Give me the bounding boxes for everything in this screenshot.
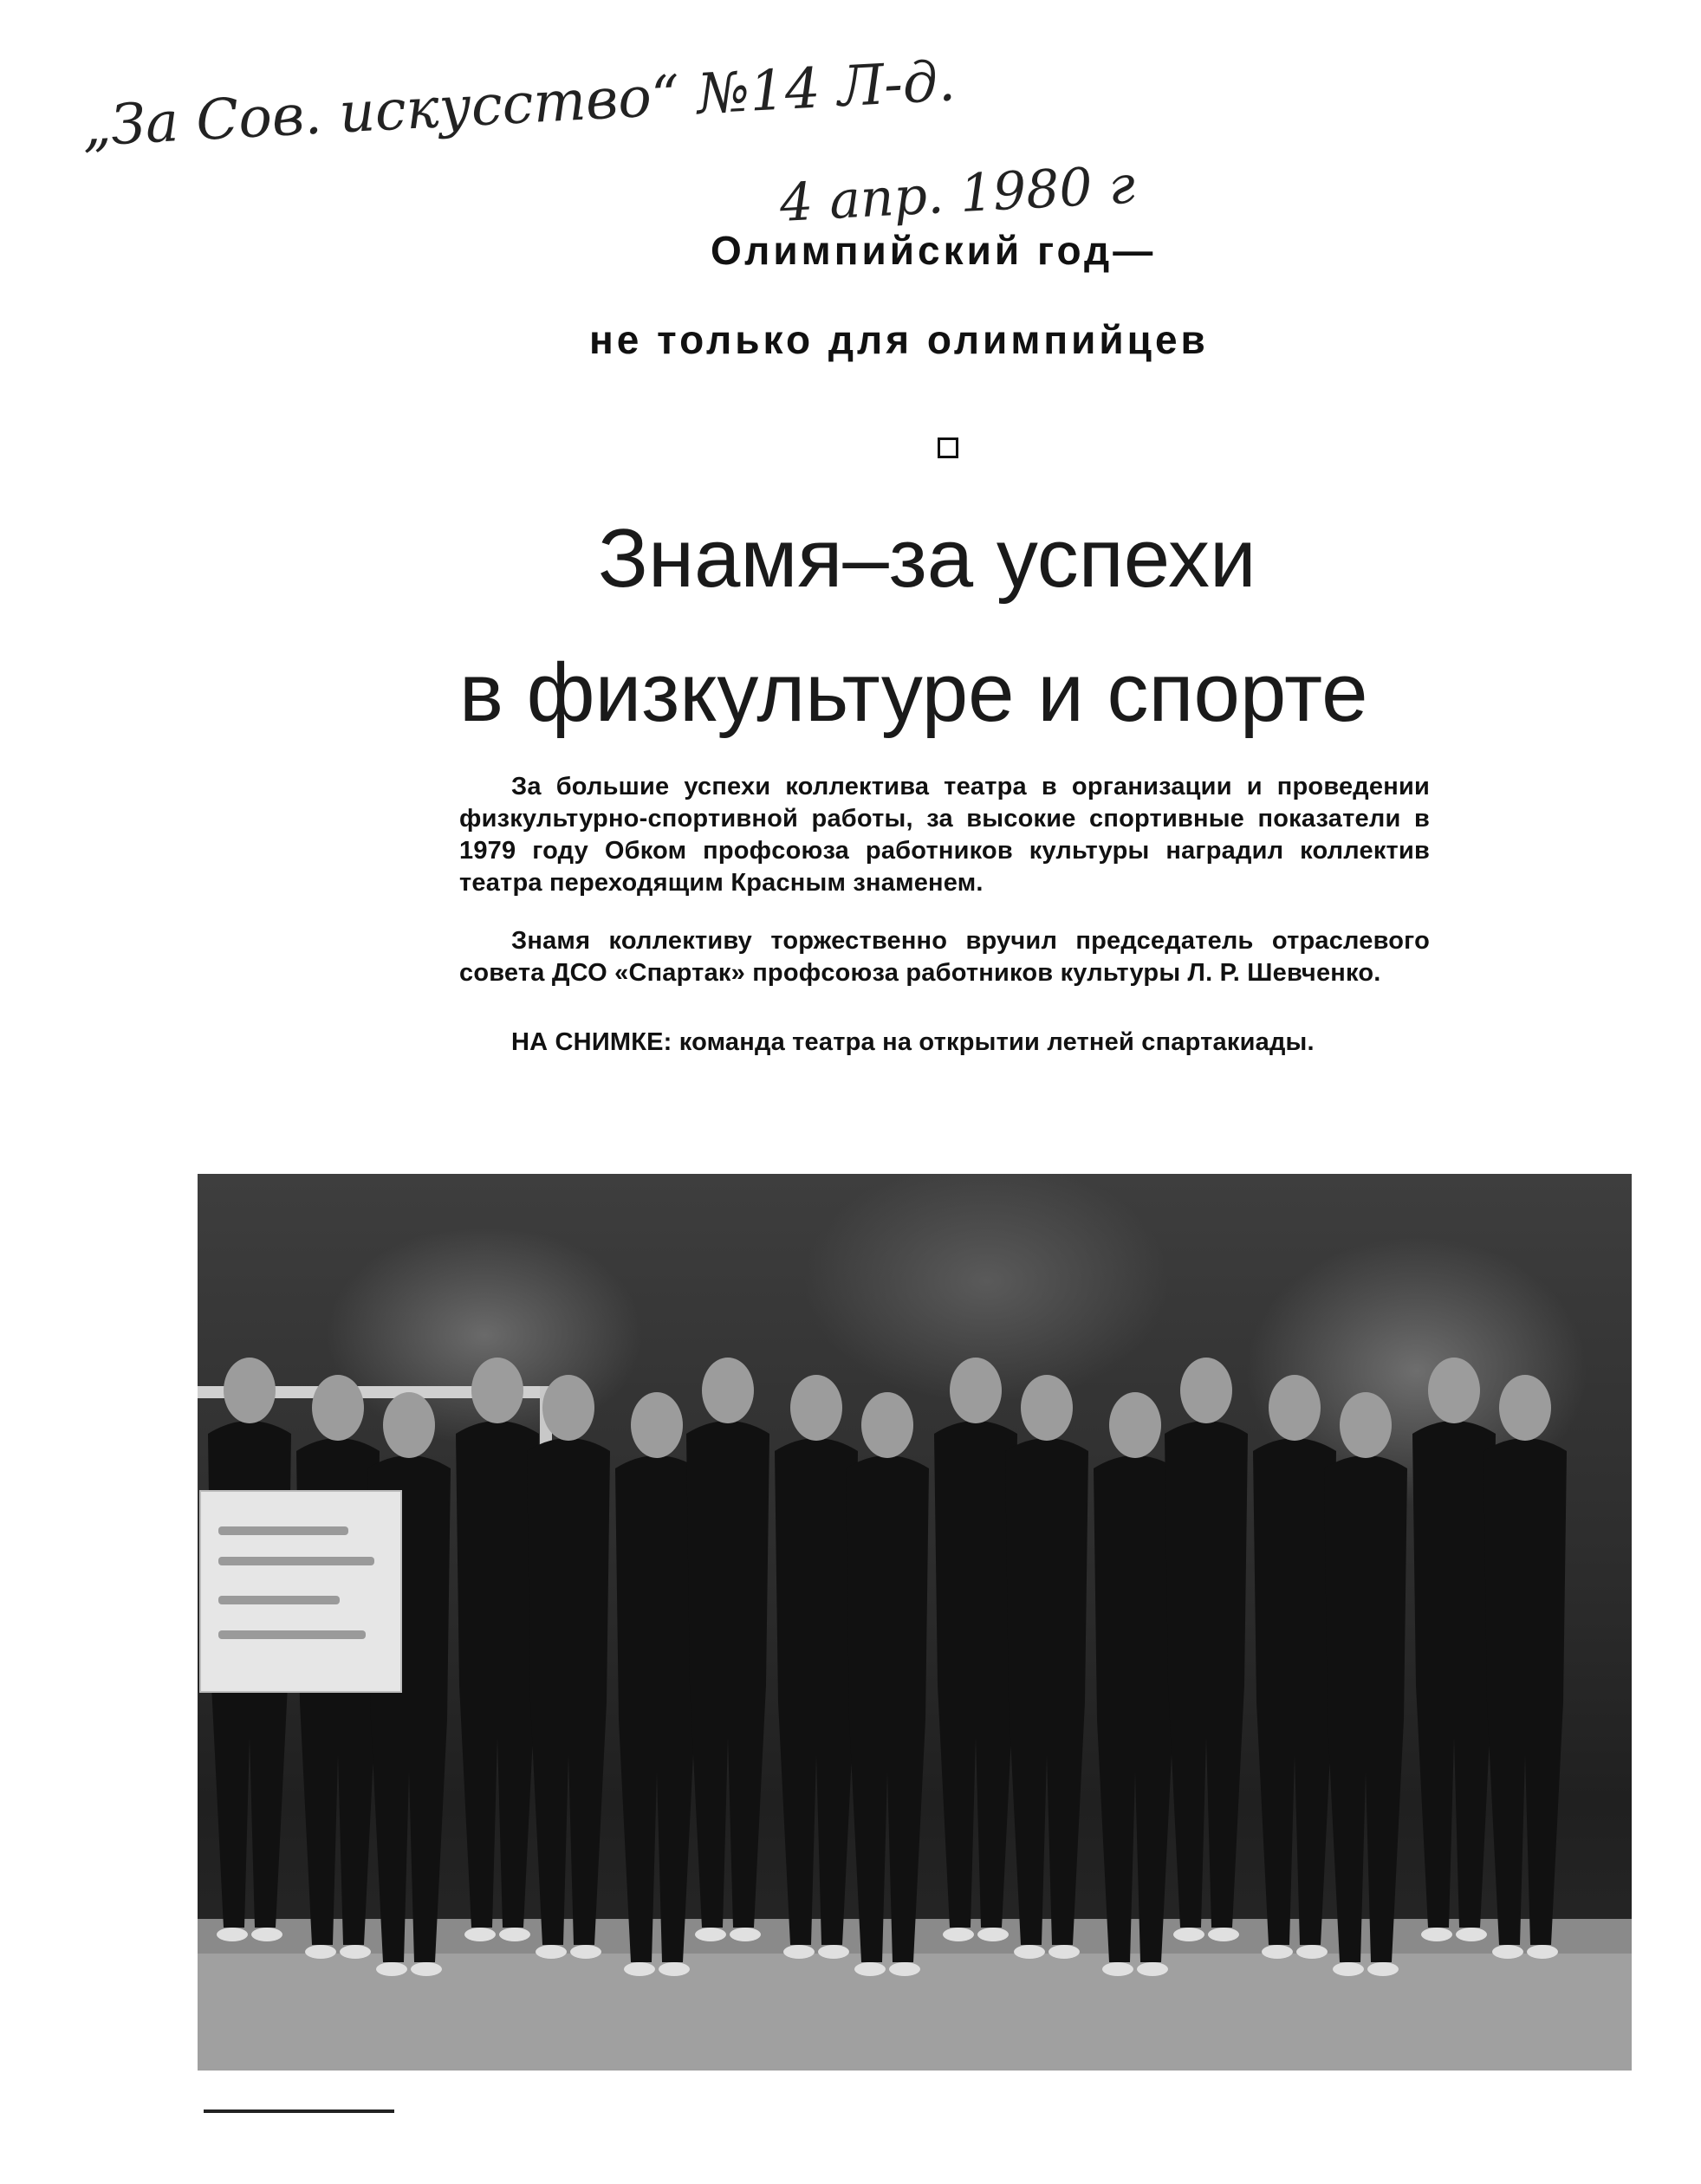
team-member-figure — [1324, 1392, 1407, 1976]
headline-line-1: Знамя–за успехи — [598, 512, 1256, 605]
team-member-figure — [934, 1358, 1017, 1941]
team-member-figure — [1412, 1358, 1496, 1941]
handwritten-source-note: „За Сов. искусство“ №14 Л-д. — [81, 49, 958, 159]
kicker-line-2: не только для олимпийцев — [589, 317, 1209, 362]
team-member-figure — [1165, 1358, 1248, 1941]
team-photo-drawing — [198, 1174, 1632, 2071]
team-member-figure — [1094, 1392, 1177, 1976]
team-member-figure — [456, 1358, 539, 1941]
handwritten-date-note: 4 апр. 1980 г — [778, 154, 1137, 234]
article-paragraph-2: Знамя коллективу торжественно вручил председатель отраслевого совета ДСО «Спартак» профсоюза работников культуры Л. Р. Шевченко. — [459, 927, 1430, 987]
kicker-line-1: Олимпийский год— — [711, 228, 1157, 273]
section-separator-square — [938, 437, 958, 458]
team-member-figure — [527, 1375, 610, 1959]
team-member-figure — [1005, 1375, 1088, 1959]
team-member-figure — [1484, 1375, 1567, 1959]
team-member-figure — [686, 1358, 769, 1941]
team-member-figure — [1253, 1375, 1336, 1959]
team-sign-board — [199, 1490, 402, 1693]
photo-caption: НА СНИМКЕ: команда театра на открытии летней спартакиады. — [511, 1028, 1315, 1056]
team-member-figure — [775, 1375, 858, 1959]
team-photo — [198, 1174, 1632, 2071]
article-paragraph-1: За большие успехи коллектива театра в организации и проведении физкультурно-спортивной работы, за высокие спортивные показатели в 1979 году Обком профсоюза работников культуры наградил коллектив театра переходящим Красным знаменем. — [459, 773, 1430, 897]
team-member-figure — [615, 1392, 698, 1976]
headline-line-2: в физкультуре и спорте — [459, 646, 1368, 739]
team-members-group — [208, 1358, 1567, 1976]
clipping-edge-line — [204, 2109, 394, 2113]
team-member-figure — [846, 1392, 929, 1976]
